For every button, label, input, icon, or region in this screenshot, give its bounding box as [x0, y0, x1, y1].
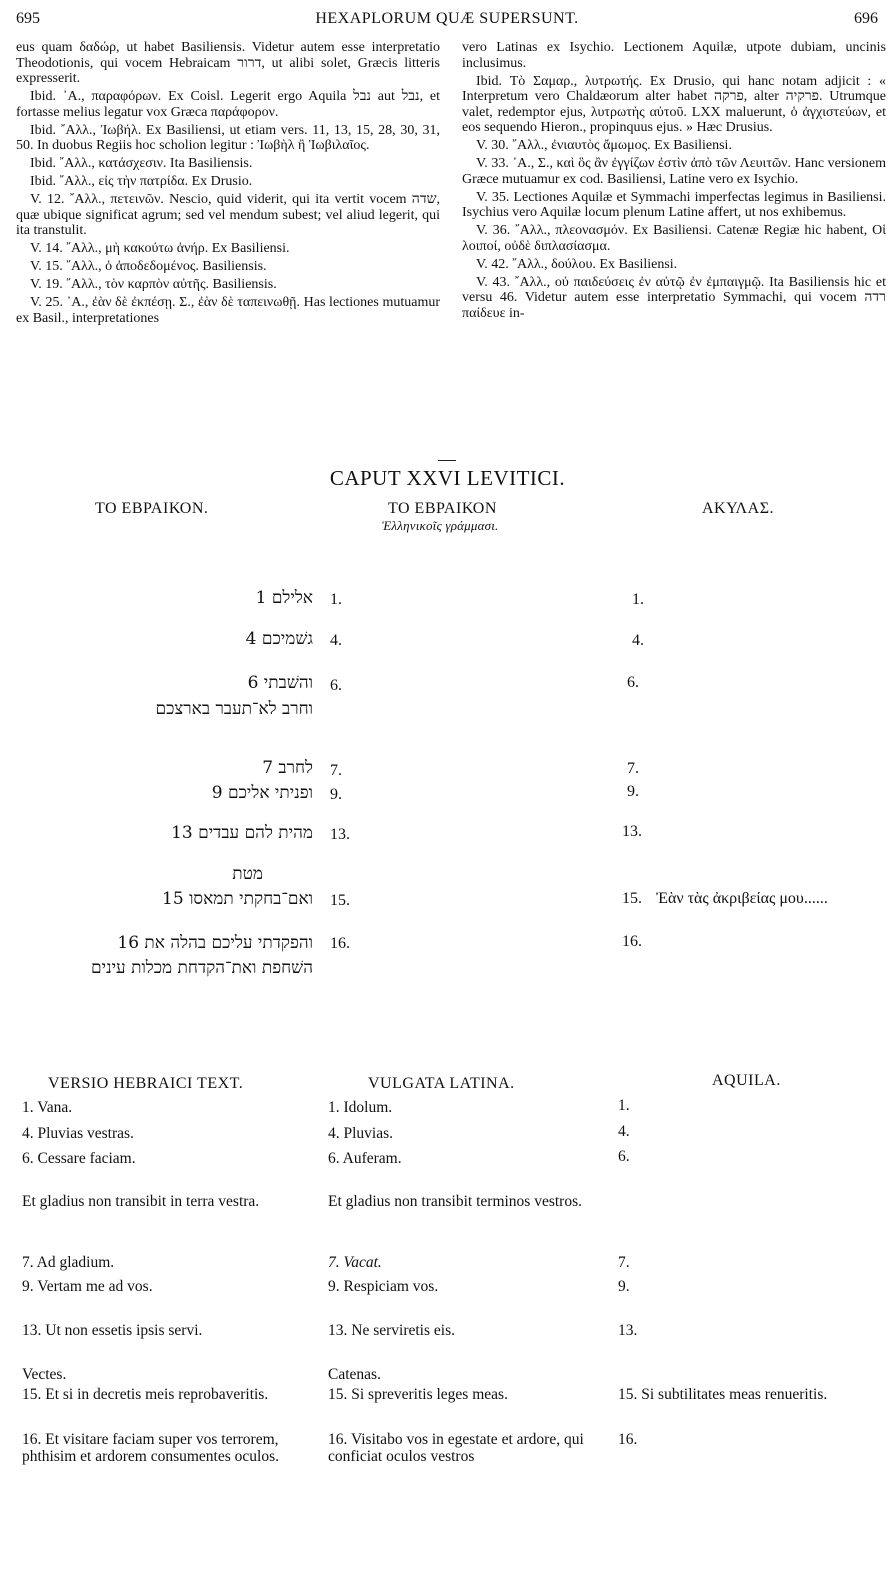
hebrew-cell: גשׁמיכם 4 — [245, 629, 313, 649]
aquila-cell: 6. — [618, 1148, 630, 1165]
versio-cell: 4. Pluvias vestras. — [22, 1125, 134, 1142]
verse-number: 15. — [330, 892, 350, 909]
page-number-right: 696 — [854, 10, 878, 27]
versio-cell: 7. Ad gladium. — [22, 1254, 115, 1271]
note-paragraph: V. 14. ῎Αλλ., μὴ κακούτω ἀνήρ. Ex Basiliensi. — [30, 241, 290, 256]
hebrew-cell: והשׁבתי 6 — [247, 673, 313, 693]
versio-cell: 6. Cessare faciam. — [22, 1150, 136, 1167]
running-title: HEXAPLORUM QUÆ SUPERSUNT. — [315, 10, 579, 27]
page-number-left: 695 — [16, 10, 40, 27]
aquila-cell: 1. — [618, 1097, 630, 1114]
note-paragraph: vero Latinas ex Isychio. Lectionem Aquilæ, utpote dubiam, uncinis inclusimus. — [462, 40, 886, 71]
hebrew-cell: ואם־בחקתי תמאסו 15 — [162, 889, 313, 909]
header-aquila-latin: AQUILA. — [712, 1072, 781, 1089]
versio-cell: 15. Et si in decretis meis reprobaveritis. — [22, 1386, 269, 1403]
verse-number: 4. — [632, 632, 644, 649]
notes-column-left — [16, 40, 440, 329]
versio-cell: Et gladius non transibit in terra vestra. — [22, 1193, 260, 1210]
note-paragraph: V. 12. ῎Αλλ., πετεινῶν. Nescio, quid viderit, qui ita vertit vocem שדה, quæ ubique significat agrum; sed vel mendum subest; vel aliud legerit, qui ita transtulit. — [16, 192, 440, 238]
versio-cell: 16. Et visitare faciam super vos terrorem, phthisim et ardorem consumentes oculos. — [22, 1431, 279, 1465]
verse-number: 1. — [330, 591, 342, 608]
verse-number: 1. — [632, 591, 644, 608]
vulgata-cell: 13. Ne serviretis eis. — [328, 1322, 455, 1339]
note-paragraph: V. 35. Lectiones Aquilæ et Symmachi imperfectas legimus in Basiliensi. Isychius vero Aquilæ locum plenum Latine affert, ut nos exhibemus. — [462, 189, 886, 220]
hebrew-cell-continuation: השׁחפת ואת־הקדחת מכלות עינים — [91, 958, 313, 978]
note-paragraph: V. 42. ῎Αλλ., δούλου. Ex Basiliensi. — [476, 256, 678, 272]
vulgata-cell: 16. Visitabo vos in egestate et ardore, qui conficiat oculos vestros — [328, 1431, 584, 1465]
header-greek-letters: ΤΟ ΕΒΡΑΙΚΟΝ — [388, 500, 497, 517]
hebrew-cell: והפקדתי עליכם בהלה את 16 — [117, 933, 313, 953]
note-paragraph: V. 30. ῎Αλλ., ἐνιαυτὸς ἄμωμος. Ex Basiliensi. — [476, 138, 732, 153]
hebrew-cell: לחרב 7 — [262, 758, 313, 778]
versio-cell: 9. Vertam me ad vos. — [22, 1278, 153, 1295]
header-hebrew: ΤΟ ΕΒΡΑΙΚΟΝ. — [95, 500, 209, 517]
aquila-cell: 4. — [618, 1123, 630, 1140]
hebrew-cell: ופניתי אליכם 9 — [211, 783, 313, 803]
header-vulgata: VULGATA LATINA. — [368, 1075, 515, 1092]
versio-cell: Vectes. — [22, 1366, 67, 1383]
header-greek-letters-sub: Ἑλληνικοῖς γράμμασι. — [382, 518, 499, 533]
note-paragraph: Ibid. ᾿Α., παραφόρων. Ex Coisl. Legerit ergo Aquila נבל aut נבל, et fortasse melius legatur vox Græca παράφορον. — [16, 89, 441, 120]
notes-column-right — [462, 40, 886, 324]
vulgata-cell: 1. Idolum. — [328, 1099, 393, 1116]
note-paragraph: V. 15. ῎Αλλ., ὁ ἀποδεδομένος. Basiliensis. — [30, 259, 267, 274]
hebrew-cell-continuation: וחרב לא־תעבר בארצכם — [155, 699, 313, 719]
vulgata-cell: 15. Si spreveritis leges meas. — [328, 1386, 508, 1403]
note-paragraph: Ibid. ῎Αλλ., εἰς τὴν πατρίδα. Ex Drusio. — [30, 174, 253, 189]
section-divider — [438, 460, 456, 461]
verse-number: 6. — [627, 674, 639, 691]
page-header — [16, 6, 878, 32]
aquila-cell: 16. — [618, 1431, 638, 1448]
vulgata-cell: 6. Auferam. — [328, 1150, 402, 1167]
vulgata-cell: Et gladius non transibit terminos vestros. — [328, 1193, 583, 1210]
verse-number: 4. — [330, 632, 342, 649]
note-paragraph: V. 33. ᾿Α., Σ., καὶ ὃς ἂν ἐγγίζων ἐστὶν ἀπὸ τῶν Λευιτῶν. Hanc versionem Græce mutuamur ex cod. Basiliensi, Latine vero ex Isychio. — [462, 156, 886, 187]
vulgata-cell: 9. Respiciam vos. — [328, 1278, 439, 1295]
verse-number: 13. — [622, 823, 642, 840]
aquila-greek-cell: Ἐὰν τὰς ἀκριβείας μου...... — [656, 890, 828, 907]
aquila-cell: 9. — [618, 1278, 630, 1295]
verse-number: 16. — [622, 933, 642, 950]
header-aquila-greek: ΑΚΥΛΑΣ. — [702, 500, 775, 517]
versio-cell: 1. Vana. — [22, 1099, 73, 1116]
note-paragraph: V. 43. ῎Αλλ., οὐ παιδεύσεις ἐν αὐτῷ ἐν ἐμπαιγμῷ. Ita Basiliensis hic et versu 46. Videtur autem esse interpretatio Symmachi, qui vocem רדה παίδευε in- — [462, 274, 886, 321]
vulgata-cell: 7. Vacat. — [328, 1254, 382, 1271]
verse-number: 15. — [622, 890, 642, 907]
verse-number: 9. — [627, 783, 639, 800]
note-paragraph: Ibid. Τὸ Σαμαρ., λυτρωτής. Ex Drusio, qui hanc notam adjicit : « Interpretum vero Chaldæorum alter habet פרקה, alter פרקיה. Utrumque valet, redemptor ejus, λυτρωτὴς αὐτοῦ. LXX maluerunt, ὁ ἀγχιστεύων, et eos sequendo Hieron., propinquus ejus. » Hæc Drusius. — [462, 73, 887, 135]
hebrew-marginal-word: מטת — [232, 864, 263, 884]
verse-number: 6. — [330, 677, 342, 694]
versio-cell: 13. Ut non essetis ipsis servi. — [22, 1322, 203, 1339]
footnotes-section — [16, 40, 887, 460]
note-paragraph: eus quam δαδώρ, ut habet Basiliensis. Videtur autem esse interpretatio Theodotionis, qui vocem Hebraicam דרור, ut alibi solet, Græcis litteris expresserit. — [16, 40, 440, 86]
aquila-cell: 15. Si subtilitates meas renueritis. — [618, 1386, 828, 1403]
chapter-title: CAPUT XXVI LEVITICI. — [329, 466, 566, 490]
vulgata-cell: Catenas. — [328, 1366, 381, 1383]
aquila-cell: 13. — [618, 1322, 638, 1339]
hebrew-cell: מהית להם עבדים 13 — [171, 823, 313, 843]
vulgata-cell: 4. Pluvias. — [328, 1125, 394, 1142]
verse-number: 7. — [330, 762, 342, 779]
verse-number: 16. — [330, 935, 350, 952]
verse-number: 9. — [330, 786, 342, 803]
note-paragraph: V. 25. ᾿Α., ἐὰν δὲ ἐκπέσῃ. Σ., ἐὰν δὲ ταπεινωθῇ. Has lectiones mutuamur ex Basil., interpretationes — [16, 295, 440, 326]
verse-number: 7. — [627, 760, 639, 777]
header-versio: VERSIO HEBRAICI TEXT. — [48, 1075, 244, 1092]
note-paragraph: Ibid. ῎Αλλ., κατάσχεσιν. Ita Basiliensis. — [30, 156, 253, 171]
note-paragraph: V. 36. ῎Αλλ., πλεονασμόν. Ex Basiliensi. Catenæ Regiæ hic habent, Οἱ λοιποί, οὐδὲ διπλασίασμα. — [462, 223, 886, 254]
note-paragraph: V. 19. ῎Αλλ., τὸν καρπὸν αὐτῆς. Basiliensis. — [30, 277, 277, 292]
hebrew-cell: אלילם 1 — [255, 588, 313, 608]
note-paragraph: Ibid. ῎Αλλ., Ἰωβήλ. Ex Basiliensi, ut etiam vers. 11, 13, 15, 28, 30, 31, 50. In duobus Regiis hoc scholion legitur : Ἰωβὴλ ἢ Ἰωβιλαῖος. — [16, 122, 440, 153]
aquila-cell: 7. — [618, 1254, 630, 1271]
verse-number: 13. — [330, 826, 350, 843]
